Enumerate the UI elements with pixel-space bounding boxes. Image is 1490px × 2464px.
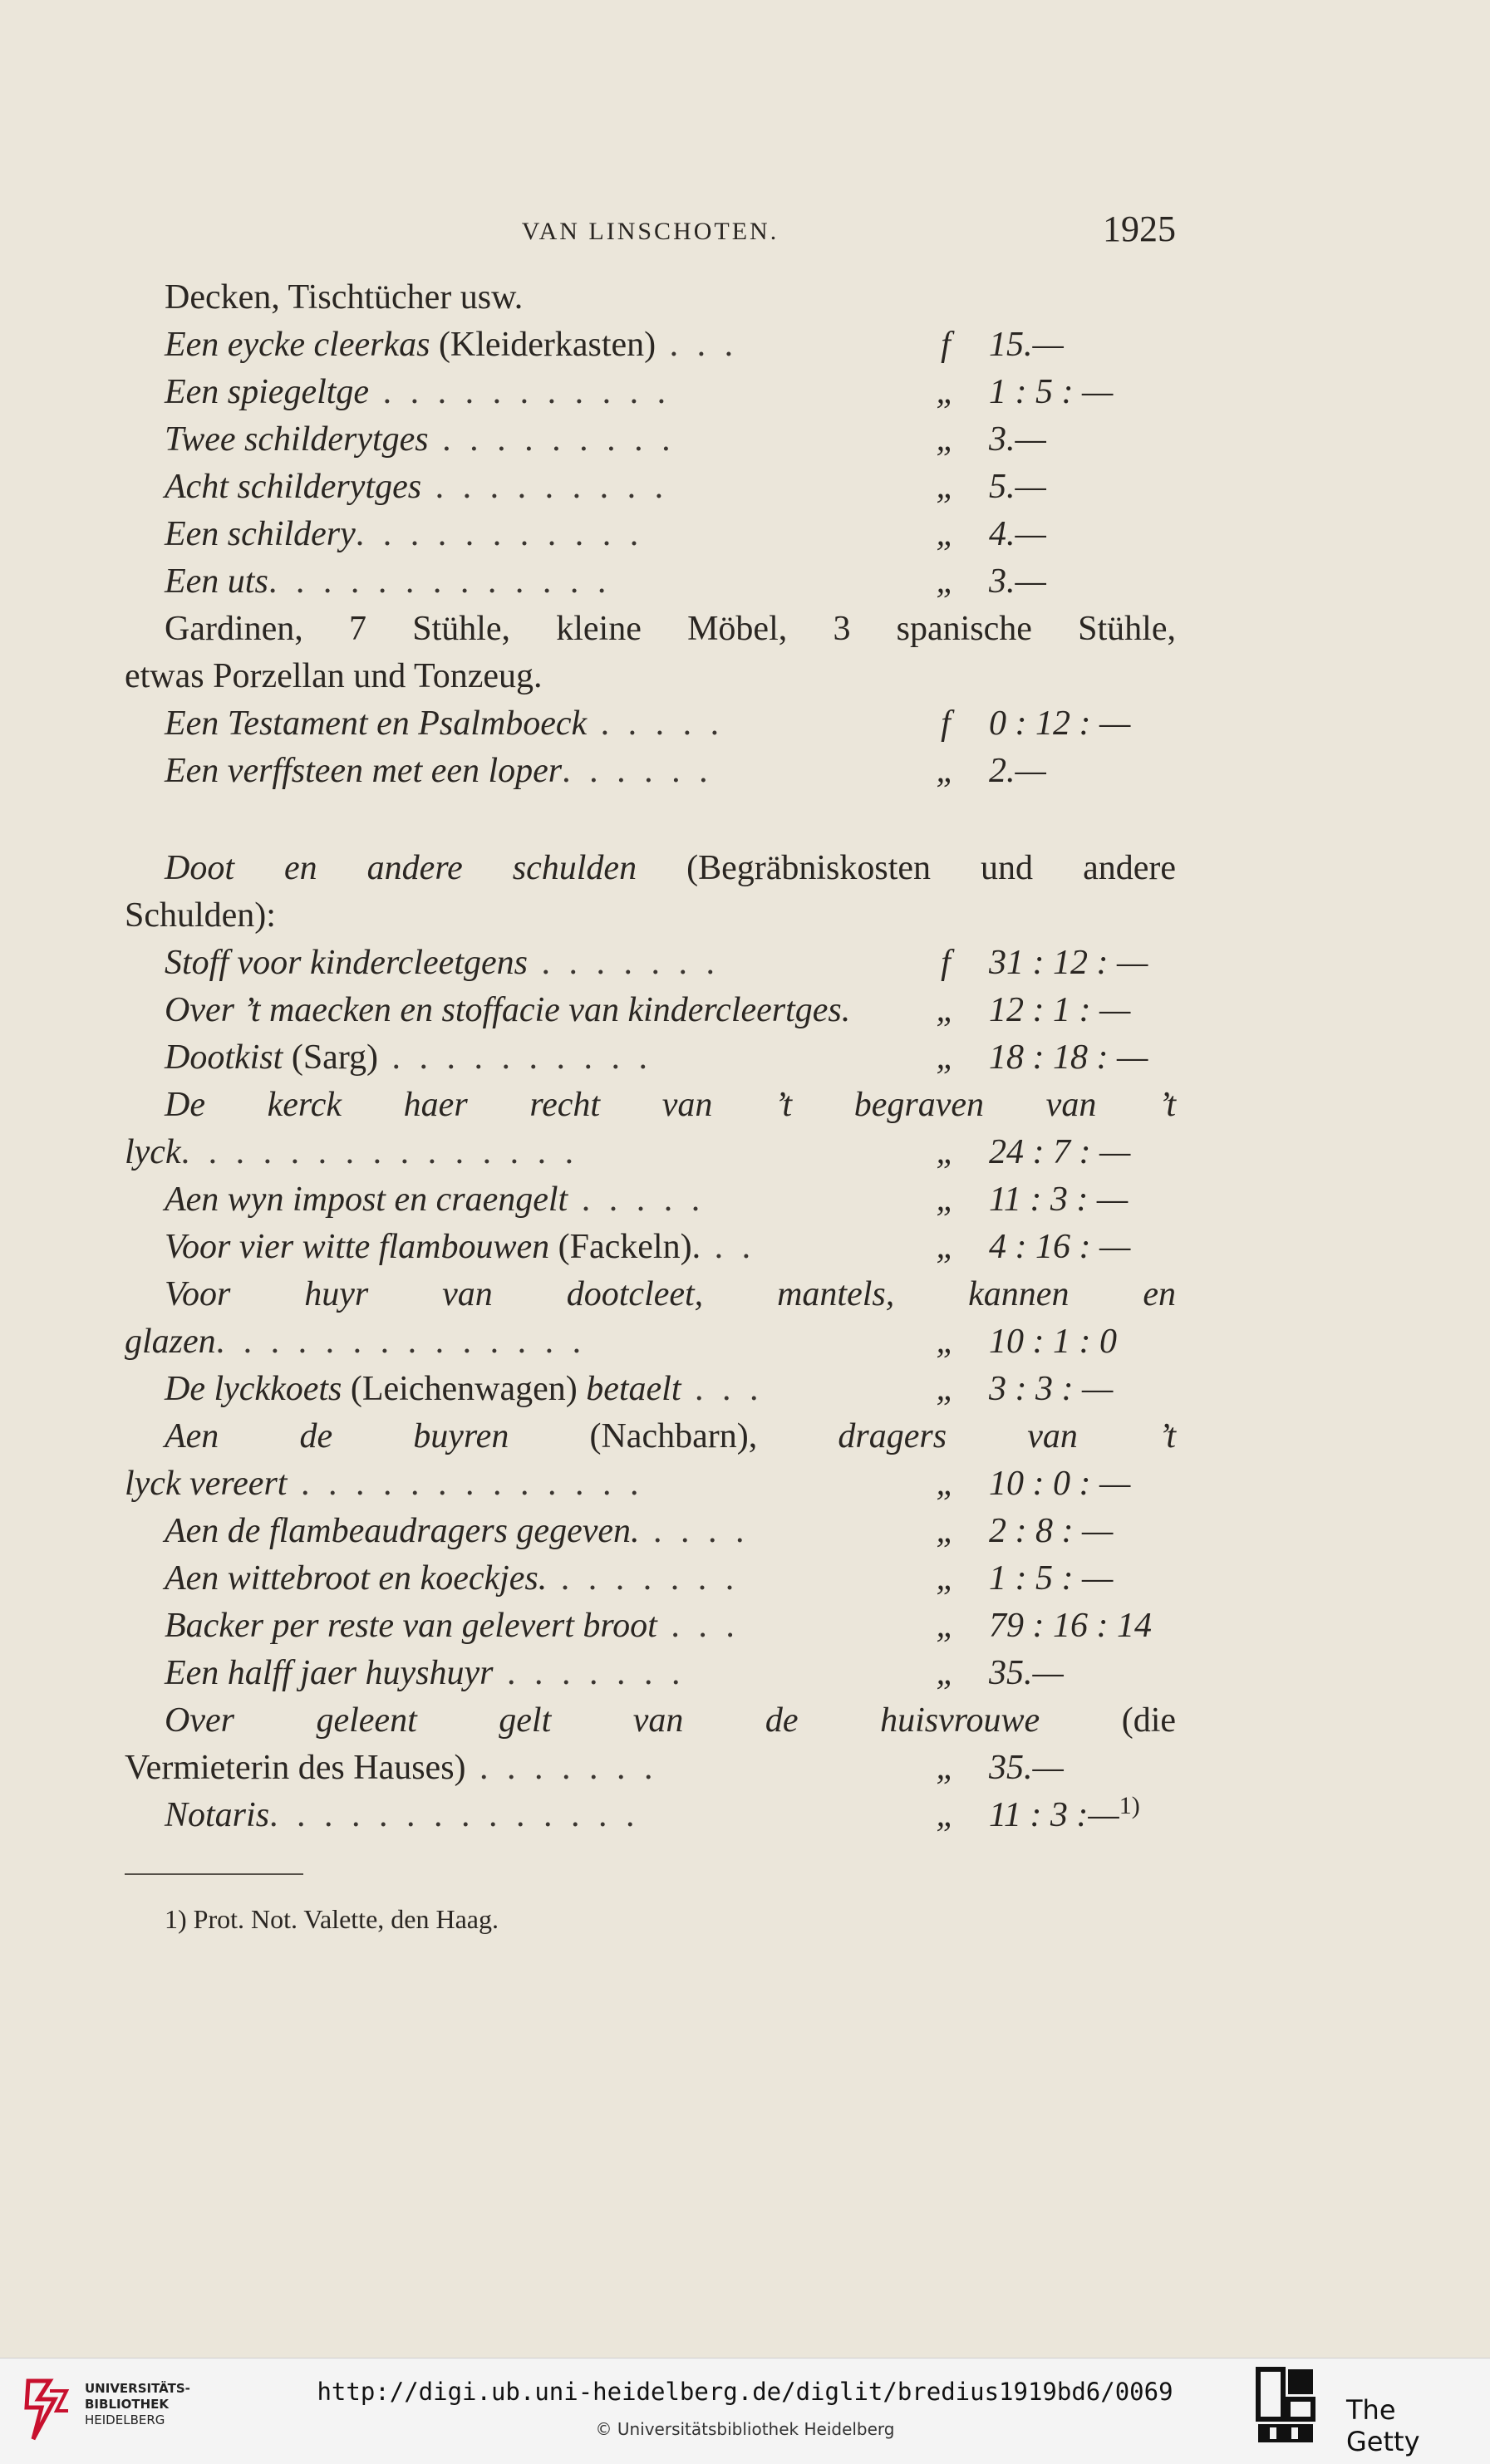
- entry-description: Over ’t maecken en stoffacie van kindercleertges.: [165, 991, 851, 1029]
- entry-amount: [989, 1318, 1176, 1366]
- text-line: [125, 1034, 1176, 1082]
- text-line-content: Gardinen, 7 Stühle, kleine Möbel, 3 spanische Stühle,: [165, 610, 1176, 648]
- amount-value: 11 : 3 : —: [989, 1180, 1129, 1219]
- text-line: [125, 369, 1176, 416]
- leader-dots: . . . . . . . . . . .: [369, 373, 671, 411]
- institution-line-2: BIBLIOTHEK: [85, 2397, 169, 2412]
- text-line: [125, 987, 1176, 1034]
- leader-dots: . . . . . . . . . . .: [355, 515, 644, 553]
- entry-amount: [989, 987, 1176, 1034]
- currency-mark: „: [936, 420, 956, 459]
- text-line: [125, 653, 1176, 700]
- leader-dots: . .: [701, 1228, 756, 1266]
- entry-description: Een spiegeltge: [165, 373, 370, 411]
- entry-description: Een schildery: [165, 515, 356, 553]
- entry-amount: [989, 1508, 1176, 1555]
- amount-value: 79 : 16 : 14: [989, 1607, 1152, 1645]
- entry-translation: (die: [1040, 1701, 1177, 1740]
- amount-value: 4.—: [989, 515, 1046, 553]
- amount-value: 35.—: [989, 1749, 1064, 1787]
- entry-translation: (Leichenwagen): [342, 1370, 587, 1408]
- entry-amount: [989, 748, 1176, 795]
- leader-dots: . . . . . . . . . . . . . .: [269, 1796, 640, 1834]
- currency-mark: „: [936, 515, 956, 553]
- copyright-notice: © Universitätsbibliothek Heidelberg: [595, 2419, 895, 2439]
- currency-mark: „: [936, 1038, 956, 1077]
- amount-value: 10 : 0 : —: [989, 1465, 1131, 1503]
- entry-label: [125, 1318, 586, 1366]
- currency-mark: „: [936, 1180, 956, 1219]
- entry-label: [165, 700, 724, 748]
- entry-description: Stoff voor kindercleetgens: [165, 944, 528, 982]
- entry-description: lyck vereert: [125, 1465, 288, 1503]
- entry-amount: [989, 464, 1176, 511]
- amount-value: 3.—: [989, 562, 1046, 601]
- text-line: [125, 1413, 1176, 1460]
- entry-label: [165, 558, 611, 606]
- entry-amount: [989, 558, 1176, 606]
- leader-dots: . . . . .: [587, 704, 725, 743]
- entry-amount: [989, 1603, 1176, 1650]
- text-line: [125, 1555, 1176, 1603]
- entry-description: Twee schilderytges: [165, 420, 429, 459]
- entry-description: De lyckkoets: [165, 1370, 342, 1408]
- amount-value: 5.—: [989, 468, 1046, 506]
- amount-value: 35.—: [989, 1654, 1064, 1692]
- amount-value: 11 : 3 :—: [989, 1796, 1119, 1834]
- amount-value: 3.—: [989, 420, 1046, 459]
- currency-mark: „: [936, 1607, 956, 1645]
- currency-mark: „: [936, 752, 956, 790]
- entry-label: [165, 748, 713, 795]
- currency-mark: „: [936, 1512, 956, 1550]
- entry-label: [165, 1034, 652, 1082]
- currency-mark: „: [936, 1559, 956, 1598]
- amount-value: 18 : 18 : —: [989, 1038, 1148, 1077]
- getty-mark-icon: [1253, 2366, 1320, 2449]
- footnote-ref: 1): [1119, 1792, 1140, 1819]
- text-line: [125, 1271, 1176, 1318]
- text-line: [125, 700, 1176, 748]
- entry-description: Backer per reste van gelevert broot: [165, 1607, 657, 1645]
- running-title: VAN LINSCHOTEN.: [521, 218, 779, 245]
- text-line: [125, 845, 1176, 892]
- entry-description: Een halff jaer huyshuyr: [165, 1654, 494, 1692]
- entry-description: Doot en andere schulden: [165, 849, 637, 887]
- entry-amount: [989, 1745, 1176, 1792]
- currency-mark: „: [936, 1228, 956, 1266]
- entry-description: Een eycke cleerkas: [165, 326, 430, 364]
- entry-description: Aen wyn impost en craengelt: [165, 1180, 568, 1219]
- text-line: [125, 464, 1176, 511]
- getty-logo[interactable]: [1253, 2366, 1478, 2457]
- entry-amount: [989, 321, 1176, 369]
- entry-amount: [989, 1460, 1176, 1508]
- text-line: [125, 892, 1176, 940]
- entry-description: Voor huyr van dootcleet, mantels, kannen en: [165, 1275, 1176, 1313]
- entry-description: Een Testament en Psalmboeck: [165, 704, 588, 743]
- leader-dots: . . . .: [639, 1512, 750, 1550]
- entry-translation: (Sarg): [283, 1038, 379, 1077]
- leader-dots: . . .: [656, 326, 739, 364]
- amount-value: 4 : 16 : —: [989, 1228, 1131, 1266]
- entry-label: [165, 1508, 750, 1555]
- entry-description: Een uts: [165, 562, 268, 601]
- entry-amount: [989, 1555, 1176, 1603]
- amount-value: 12 : 1 : —: [989, 991, 1131, 1029]
- amount-value: 1 : 5 : —: [989, 373, 1114, 411]
- entry-description: Dootkist: [165, 1038, 283, 1077]
- leader-dots: . . . . . . .: [493, 1654, 686, 1692]
- entry-label: [165, 369, 671, 416]
- currency-mark: „: [936, 373, 956, 411]
- leader-dots: . . . . . . . . . . . . . .: [215, 1323, 587, 1361]
- text-line: [125, 1129, 1176, 1176]
- amount-value: 10 : 1 : 0: [989, 1323, 1117, 1361]
- leader-dots: . . .: [681, 1370, 764, 1408]
- leader-dots: . . . . . . .: [465, 1749, 658, 1787]
- text-line: [125, 1508, 1176, 1555]
- leader-dots: . . . . . .: [562, 752, 713, 790]
- amount-value: 2.—: [989, 752, 1046, 790]
- entry-translation: Vermieterin des Hauses): [125, 1749, 466, 1787]
- entry-amount: [989, 1792, 1176, 1839]
- entry-translation: (Fackeln).: [549, 1228, 701, 1266]
- text-line: [125, 1650, 1176, 1697]
- entry-description-cont: betaelt: [586, 1370, 681, 1408]
- institution-line-1: UNIVERSITÄTS-: [85, 2381, 190, 2396]
- currency-mark: f: [941, 944, 951, 982]
- entry-description: Een verffsteen met een loper: [165, 752, 563, 790]
- amount-value: 24 : 7 : —: [989, 1133, 1131, 1171]
- entry-translation: (Begräbniskosten und andere: [637, 849, 1176, 887]
- amount-value: 0 : 12 : —: [989, 704, 1131, 743]
- entry-description: Acht schilderytges: [165, 468, 422, 506]
- entry-description-line: [165, 1697, 1176, 1745]
- entry-description: Aen de flambeaudragers gegeven.: [165, 1512, 640, 1550]
- entry-label: [165, 1224, 755, 1271]
- leader-dots: . . . . . . . . . . . . . . .: [180, 1133, 579, 1171]
- entry-amount: [989, 1034, 1176, 1082]
- section-heading: [165, 845, 1176, 892]
- text-line: [125, 606, 1176, 653]
- amount-value: 31 : 12 : —: [989, 944, 1148, 982]
- currency-mark: „: [936, 1133, 956, 1171]
- entry-label: [165, 321, 738, 369]
- text-line: [125, 1318, 1176, 1366]
- leader-dots: . . . . . . .: [547, 1559, 740, 1598]
- section-heading: Decken, Tischtücher usw.: [165, 278, 524, 317]
- getty-name: The Getty: [1346, 2394, 1420, 2457]
- entry-translation: (Kleiderkasten): [430, 326, 656, 364]
- text-line: [125, 748, 1176, 795]
- text-line: [125, 940, 1176, 987]
- entry-label: [165, 1366, 764, 1413]
- entry-label: [165, 987, 850, 1034]
- entry-amount: [989, 369, 1176, 416]
- text-line: [125, 1176, 1176, 1224]
- page-number: 1925: [1103, 209, 1176, 249]
- entry-label: [165, 1555, 739, 1603]
- entry-amount: [989, 1366, 1176, 1413]
- entry-label: [165, 1650, 685, 1697]
- currency-mark: „: [936, 468, 956, 506]
- entry-label: [125, 1460, 643, 1508]
- entry-description: Over geleent gelt van de huisvrouwe: [165, 1701, 1040, 1740]
- text-line: [125, 1366, 1176, 1413]
- entry-translation: (Nachbarn),: [509, 1417, 838, 1455]
- entry-description: De kerck haer recht van ’t begraven van ’t: [165, 1086, 1176, 1124]
- leader-dots: . . . . . . .: [527, 944, 720, 982]
- entry-description: glazen: [125, 1323, 216, 1361]
- entry-label: [165, 464, 668, 511]
- entry-amount: [989, 511, 1176, 558]
- text-line: [125, 1792, 1176, 1839]
- text-line: [125, 1603, 1176, 1650]
- entry-label: [165, 416, 676, 464]
- leader-dots: . . . . . . . . . . . . .: [268, 562, 612, 601]
- text-line: [125, 1460, 1176, 1508]
- text-line: [125, 274, 1176, 321]
- entry-amount: [989, 1224, 1176, 1271]
- text-line-content: Schulden):: [125, 896, 276, 935]
- footnote: 1) Prot. Not. Valette, den Haag.: [165, 1904, 499, 1934]
- text-line: [125, 1082, 1176, 1129]
- running-head: [125, 208, 1176, 258]
- amount-value: 3 : 3 : —: [989, 1370, 1114, 1408]
- text-line: [125, 1697, 1176, 1745]
- leader-dots: . . . . . . . . .: [428, 420, 676, 459]
- text-line-content: etwas Porzellan und Tonzeug.: [125, 657, 543, 695]
- entry-description: Voor vier witte flambouwen: [165, 1228, 550, 1266]
- amount-value: 1 : 5 : —: [989, 1559, 1114, 1598]
- permalink-url[interactable]: http://digi.ub.uni-heidelberg.de/diglit/bredius1919bd6/0069: [317, 2378, 1173, 2406]
- currency-mark: „: [936, 991, 956, 1029]
- entry-amount: [989, 416, 1176, 464]
- text-line: [125, 1224, 1176, 1271]
- text-line: [125, 416, 1176, 464]
- entry-amount: [989, 1176, 1176, 1224]
- leader-dots: . . . . . . . . . . . . .: [287, 1465, 644, 1503]
- entry-description-line: [165, 1413, 1176, 1460]
- currency-mark: „: [936, 1465, 956, 1503]
- currency-mark: f: [941, 704, 951, 743]
- entry-amount: [989, 940, 1176, 987]
- institution-line-3: HEIDELBERG: [85, 2412, 165, 2427]
- entry-label: [125, 1129, 578, 1176]
- amount-value: 15.—: [989, 326, 1064, 364]
- leader-dots: . . .: [656, 1607, 740, 1645]
- text-line: [125, 558, 1176, 606]
- entry-description-cont: dragers van ’t: [838, 1417, 1176, 1455]
- footnote-rule: [125, 1873, 303, 1875]
- entry-description: lyck: [125, 1133, 181, 1171]
- currency-mark: f: [941, 326, 951, 364]
- text-line: [125, 321, 1176, 369]
- entry-amount: [989, 1650, 1176, 1697]
- entry-description: Aen de buyren: [165, 1417, 509, 1455]
- currency-mark: „: [936, 1749, 956, 1787]
- entry-label: [165, 511, 643, 558]
- entry-description: Aen wittebroot en koeckjes.: [165, 1559, 548, 1598]
- currency-mark: „: [936, 1323, 956, 1361]
- currency-mark: „: [936, 562, 956, 601]
- currency-mark: „: [936, 1654, 956, 1692]
- leader-dots: . . . . . . . . . .: [378, 1038, 653, 1077]
- entry-label: [165, 1176, 705, 1224]
- leader-dots: . . . . .: [568, 1180, 706, 1219]
- entry-description: Notaris: [165, 1796, 270, 1834]
- amount-value: 2 : 8 : —: [989, 1512, 1114, 1550]
- entry-amount: [989, 1129, 1176, 1176]
- inventory-list: [125, 274, 1176, 1839]
- entry-label: [125, 1745, 658, 1792]
- currency-mark: „: [936, 1796, 956, 1834]
- entry-label: [165, 1603, 740, 1650]
- text-line: [125, 1745, 1176, 1792]
- currency-mark: „: [936, 1370, 956, 1408]
- leader-dots: . . . . . . . . .: [421, 468, 669, 506]
- entry-label: [165, 940, 720, 987]
- text-line: [125, 511, 1176, 558]
- entry-amount: [989, 700, 1176, 748]
- entry-label: [165, 1792, 640, 1839]
